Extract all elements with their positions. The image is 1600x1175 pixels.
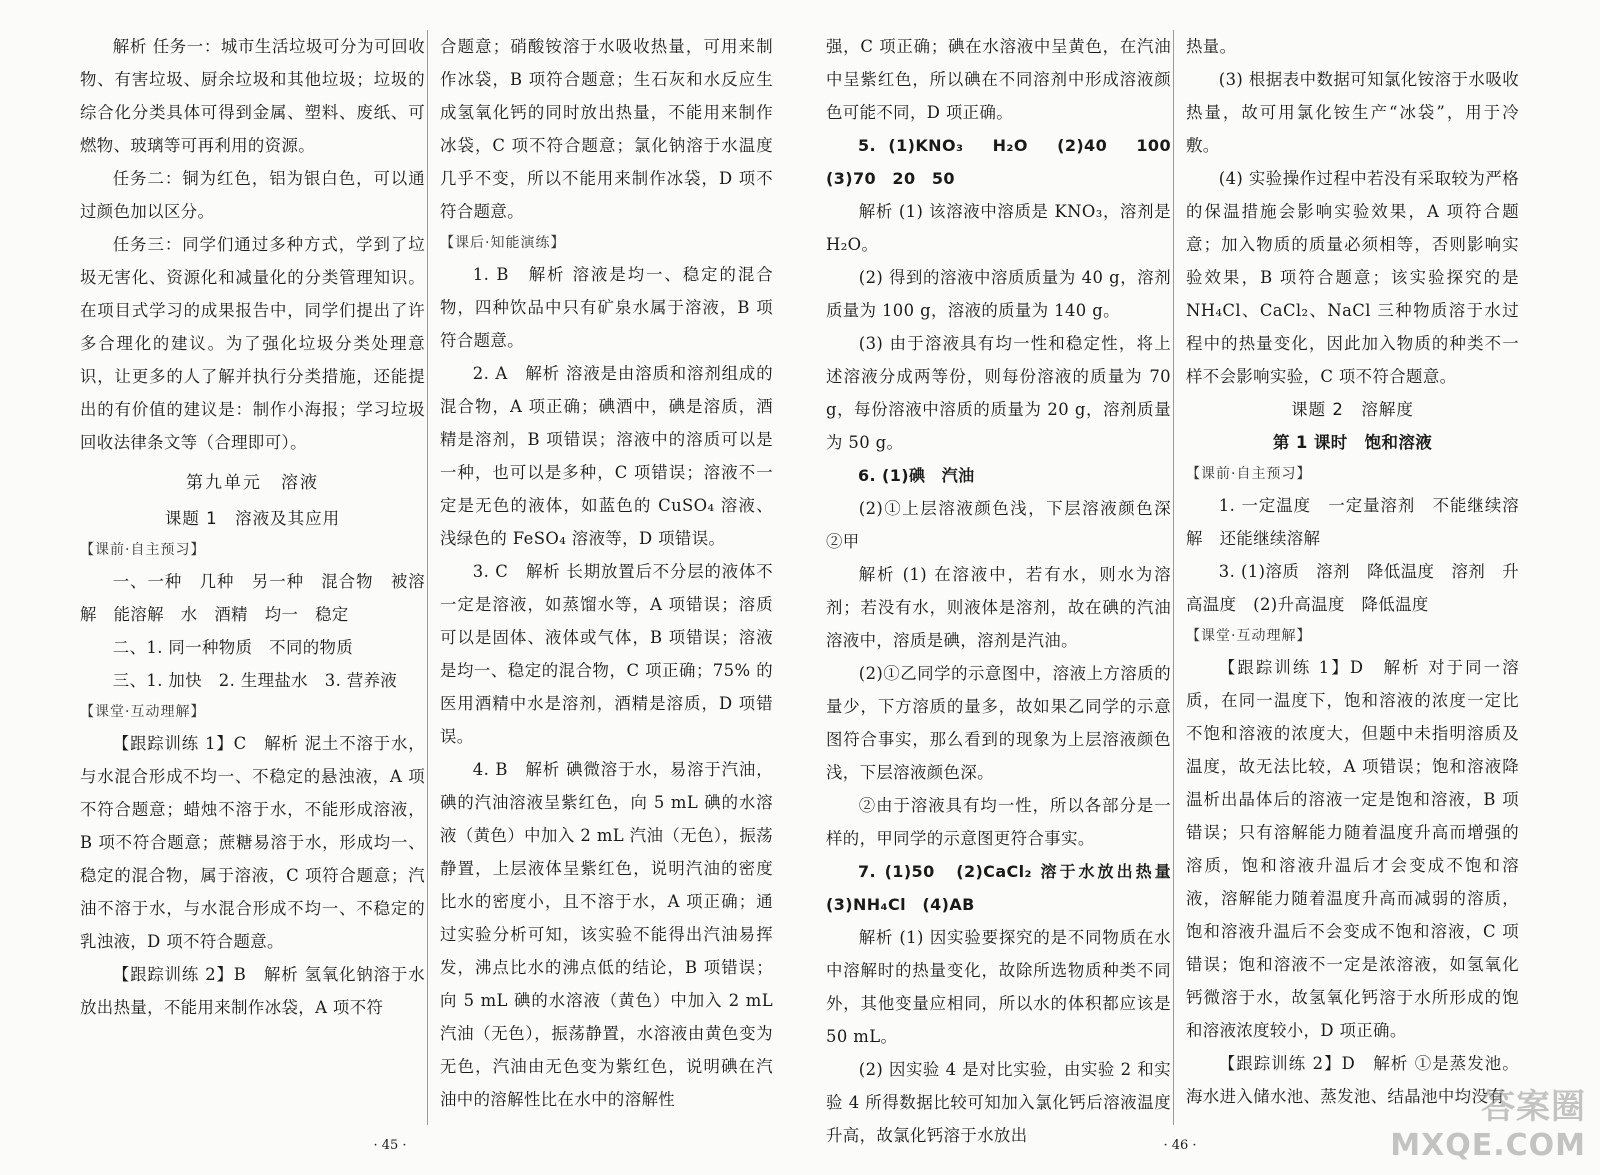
paragraph: (2)①上层溶液颜色浅，下层溶液颜色深 ②甲 — [826, 499, 1188, 551]
watermark-domain: MXQE.COM — [1390, 1128, 1586, 1163]
paragraph: ②由于溶液具有均一性，所以各部分是一样的，甲同学的示意图更符合事实。 — [826, 796, 1171, 848]
paragraph: (4) 实验操作过程中若没有采取较为严格的保温措施会影响实验效果，A 项符合题意；加入物质的质量必须相等，否则影响实验效果，B 项符合题意；该实验探究的是 NH₄Cl、CaCl₂、NaCl 三种物质溶于水过程中的热量变化，因此加入物质的种类不一样不会影响实验，C 项不符合题意。 — [1186, 169, 1519, 386]
left-page — [0, 30, 780, 1170]
paragraph: (2)①乙同学的示意图中，溶液上方溶质的量少，下方溶质的量多，故如果乙同学的示意图符合事实，那么看到的现象为上层溶液颜色浅，下层溶液颜色深。 — [826, 664, 1171, 782]
section-tag: 【课堂·互动理解】 — [1186, 628, 1312, 644]
paragraph: 【跟踪训练 1】C 解析 泥土不溶于水，与水混合形成不均一、不稳定的悬浊液，A 项不符合题意；蜡烛不溶于水，不能形成溶液，B 项不符合题意；蔗糖易溶于水，形成均一、稳定的混合物，属于溶液，C 项符合题意；汽油不溶于水，与水混合形成不均一、不稳定的乳浊液，D 项不符合题意。 — [80, 734, 425, 951]
paragraph: 3. C 解析 长期放置后不分层的液体不一定是溶液，如蒸馏水等，A 项错误；溶质可以是固体、液体或气体，B 项错误；溶液是均一、稳定的混合物，C 项正确；75% 的医用酒精中水是溶剂，酒精是溶质，D 项错误。 — [440, 562, 773, 746]
topic-heading: 课题 1 溶液及其应用 — [164, 509, 341, 528]
right-page — [790, 30, 1570, 1170]
topic-heading: 课题 2 溶解度 — [1291, 400, 1414, 419]
paragraph: 任务三：同学们通过多种方式，学到了垃圾无害化、资源化和减量化的分类管理知识。在项目式学习的成果报告中，同学们提出了许多合理化的建议。为了强化垃圾分类处理意识，让更多的人了解并执行分类措施，还能提出的有价值的建议是：制作小海报；学习垃圾回收法律条文等（合理即可）。 — [80, 235, 425, 452]
right-page-column-1 — [826, 30, 1188, 1145]
paragraph: (2) 得到的溶液中溶质质量为 40 g，溶剂质量为 100 g，溶液的质量为 140 g。 — [826, 268, 1171, 320]
paragraph: (3) 根据表中数据可知氯化铵溶于水吸收热量，故可用氯化铵生产“冰袋”，用于冷敷。 — [1186, 70, 1519, 155]
paragraph: 解析 任务一：城市生活垃圾可分为可回收物、有害垃圾、厨余垃圾和其他垃圾；垃圾的综合化分类具体可得到金属、塑料、废纸、可燃物、玻璃等可再利用的资源。 — [80, 37, 425, 155]
paragraph: 合题意；硝酸铵溶于水吸收热量，可用来制作冰袋，B 项符合题意；生石灰和水反应生成氢氧化钙的同时放出热量，不能用来制作冰袋，C 项不符合题意；氯化钠溶于水温度几乎不变，所以不能用来制作冰袋，D 项不符合题意。 — [440, 37, 773, 221]
watermark-logo — [1390, 1079, 1586, 1163]
unit-heading: 第九单元 溶液 — [186, 473, 319, 493]
paragraph: 【跟踪训练 2】D 解析 ①是蒸发池。海水进入储水池、蒸发池、结晶池中均没有 — [1186, 1054, 1519, 1106]
paragraph: 一、一种 几种 另一种 混合物 被溶解 能溶解 水 酒精 均一 稳定 — [80, 572, 425, 624]
paragraph: 热量。 — [1186, 37, 1237, 56]
right-page-column-2 — [1173, 30, 1519, 1125]
paragraph: 【跟踪训练 1】D 解析 对于同一溶质，在同一温度下，饱和溶液的浓度一定比不饱和溶液的浓度大，但题中未指明溶质及温度，故无法比较，A 项错误；饱和溶液降温析出晶体后的溶液一定是饱和溶液，B 项错误；只有溶解能力随着温度升高而增强的溶质，饱和溶液升温后才会变成不饱和溶液，溶解能力随着温度升高而减弱的溶质，饱和溶液升温后不会变成不饱和溶液，C 项错误；饱和溶液不一定是浓溶液，如氢氧化钙微溶于水，故氢氧化钙溶于水所形成的饱和溶液浓度较小，D 项正确。 — [1186, 658, 1519, 1040]
paragraph: (2) 因实验 4 是对比实验，由实验 2 和实验 4 所得数据比较可知加入氯化钙后溶液温度升高，故氯化钙溶于水放出 — [826, 1060, 1171, 1145]
paragraph: 2. A 解析 溶液是由溶质和溶剂组成的混合物，A 项正确；碘酒中，碘是溶质，酒精是溶剂，B 项错误；溶液中的溶质可以是一种，也可以是多种，C 项错误；溶液不一定是无色的液体，如蓝色的 CuSO₄ 溶液、浅绿色的 FeSO₄ 溶液等，D 项错误。 — [440, 364, 773, 548]
watermark-text: 答案圈 — [1481, 1087, 1586, 1127]
section-tag: 【课前·自主预习】 — [80, 542, 206, 558]
answer-line: 5. (1)KNO₃ H₂O (2)40 100 (3)70 20 50 — [826, 136, 1188, 188]
section-tag: 【课前·自主预习】 — [1186, 466, 1312, 482]
paragraph: (3) 由于溶液具有均一性和稳定性，将上述溶液分成两等份，则每份溶液的质量为 70 g，每份溶液中溶质的质量为 20 g，溶剂质量为 50 g。 — [826, 334, 1171, 452]
paragraph: 解析 (1) 在溶液中，若有水，则水为溶剂；若没有水，则液体是溶剂，故在碘的汽油溶液中，溶质是碘，溶剂是汽油。 — [826, 565, 1171, 650]
paragraph: 【跟踪训练 2】B 解析 氢氧化钠溶于水放出热量，不能用来制作冰袋，A 项不符 — [80, 965, 425, 1017]
paragraph: 4. B 解析 碘微溶于水，易溶于汽油，碘的汽油溶液呈紫红色，向 5 mL 碘的水溶液（黄色）中加入 2 mL 汽油（无色），振荡静置，上层液体呈紫红色，说明汽油的密度比水的密度小，且不溶于水，A 项正确；通过实验分析可知，该实验不能得出汽油易挥发，沸点比水的沸点低的结论，B 项错误；向 5 mL 碘的水溶液（黄色）中加入 2 mL 汽油（无色），振荡静置，水溶液由黄色变为无色，汽油由无色变为紫红色，说明碘在汽油中的溶解性比在水中的溶解性 — [440, 760, 773, 1109]
paragraph: 三、1. 加快 2. 生理盐水 3. 营养液 — [112, 671, 398, 690]
lesson-heading: 第 1 课时 饱和溶液 — [1272, 433, 1433, 452]
paragraph: 1. 一定温度 一定量溶剂 不能继续溶解 还能继续溶解 — [1186, 496, 1519, 548]
page-number: · 45 · — [373, 1138, 407, 1153]
paragraph: 解析 (1) 该溶液中溶质是 KNO₃，溶剂是 H₂O。 — [826, 202, 1171, 254]
left-page-column-1 — [80, 30, 425, 1125]
section-tag: 【课后·知能演练】 — [440, 235, 566, 251]
answer-line: 6. (1)碘 汽油 — [858, 466, 975, 485]
paragraph: 任务二：铜为红色，铝为银白色，可以通过颜色加以区分。 — [80, 169, 425, 221]
paragraph: 1. B 解析 溶液是均一、稳定的混合物，四种饮品中只有矿泉水属于溶液，B 项符合题意。 — [440, 265, 773, 350]
paragraph: 二、1. 同一种物质 不同的物质 — [112, 638, 354, 657]
paragraph: 解析 (1) 因实验要探究的是不同物质在水中溶解时的热量变化，故除所选物质种类不同外，其他变量应相同，所以水的体积都应该是 50 mL。 — [826, 928, 1171, 1046]
section-tag: 【课堂·互动理解】 — [80, 704, 206, 720]
page-number: · 46 · — [1163, 1138, 1197, 1153]
answer-line: 7. (1)50 (2)CaCl₂ 溶于水放出热量 (3)NH₄Cl (4)AB — [826, 862, 1188, 914]
left-page-column-2 — [427, 30, 773, 1125]
paragraph: 3. (1)溶质 溶剂 降低温度 溶剂 升高温度 (2)升高温度 降低温度 — [1186, 562, 1519, 614]
paragraph: 强，C 项正确；碘在水溶液中呈黄色，在汽油中呈紫红色，所以碘在不同溶剂中形成溶液颜色可能不同，D 项正确。 — [826, 37, 1171, 122]
